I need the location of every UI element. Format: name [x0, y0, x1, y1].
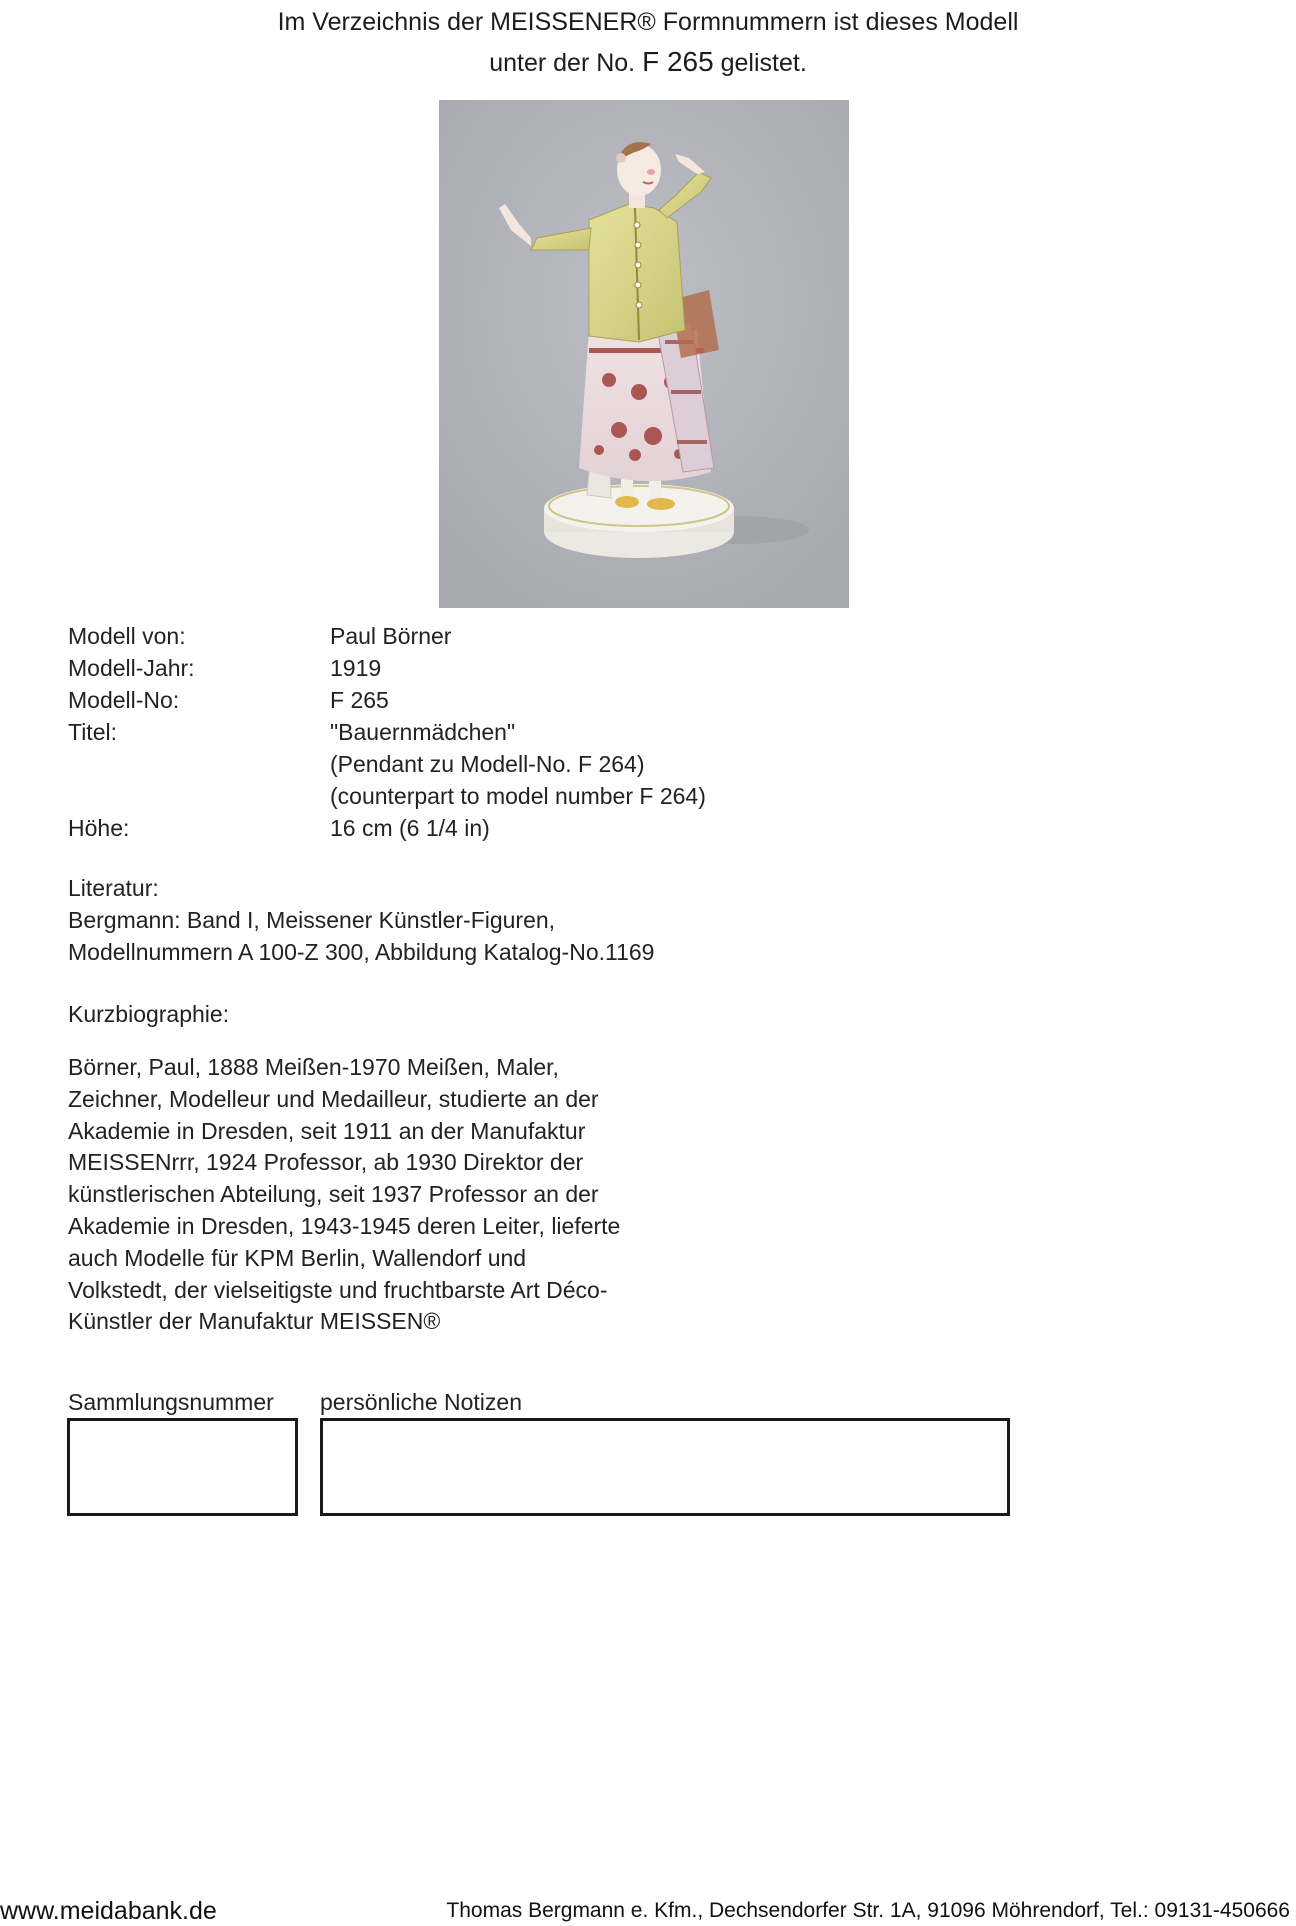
- footer-website[interactable]: www.meidabank.de: [0, 1897, 217, 1925]
- detail-value: F 265: [330, 687, 389, 713]
- detail-label: Höhe:: [68, 815, 130, 841]
- detail-value: (counterpart to model number F 264): [330, 783, 706, 809]
- detail-row-title-counterpart: [68, 780, 706, 812]
- personal-notes-field[interactable]: [320, 1418, 1010, 1516]
- literature-line-2: Modellnummern A 100-Z 300, Abbildung Katalog-No.1169: [68, 939, 655, 965]
- model-number: F 265: [642, 46, 714, 77]
- detail-value: Paul Börner: [330, 623, 452, 649]
- biography-text: [68, 1052, 668, 1338]
- detail-row-model-year: [68, 652, 706, 684]
- detail-label: Modell von:: [68, 623, 186, 649]
- bio-line: Akademie in Dresden, seit 1911 an der Manufaktur: [68, 1117, 586, 1144]
- bio-line: Volkstedt, der vielseitigste und fruchtbarste Art Déco-: [68, 1276, 608, 1303]
- detail-row-model-no: [68, 684, 706, 716]
- detail-row-height: [68, 812, 706, 844]
- detail-row-title-pendant: [68, 748, 706, 780]
- bio-line: Börner, Paul, 1888 Meißen-1970 Meißen, Maler,: [68, 1054, 559, 1080]
- detail-row-model-by: [68, 620, 706, 652]
- figurine-photo: [439, 100, 849, 608]
- footer-contact: Thomas Bergmann e. Kfm., Dechsendorfer Str. 1A, 91096 Möhrendorf, Tel.: 09131-450666: [446, 1899, 1290, 1922]
- detail-label: Modell-Jahr:: [68, 655, 195, 681]
- bio-line: Künstler der Manufaktur MEISSEN®: [68, 1308, 441, 1335]
- header-line-2-suffix: gelistet.: [713, 49, 807, 77]
- header: [0, 2, 1296, 83]
- collection-number-label: Sammlungsnummer: [68, 1389, 274, 1415]
- biography-title: Kurzbiographie:: [68, 1001, 230, 1027]
- detail-label: [68, 780, 330, 812]
- bio-line: MEISSENrrr, 1924 Professor, ab 1930 Direktor der: [68, 1149, 584, 1176]
- collection-number-field[interactable]: [67, 1418, 298, 1516]
- detail-value: 1919: [330, 655, 382, 681]
- detail-value: 16 cm (6 1/4 in): [330, 815, 490, 841]
- literature-section: [68, 872, 654, 968]
- detail-label: [68, 748, 330, 780]
- detail-row-title: [68, 716, 706, 748]
- detail-value: (Pendant zu Modell-No. F 264): [330, 751, 645, 777]
- bio-line: auch Modelle für KPM Berlin, Wallendorf und: [68, 1244, 527, 1271]
- literature-line-1: Bergmann: Band I, Meissener Künstler-Figuren,: [68, 907, 556, 933]
- header-line-2-prefix: unter der No.: [489, 49, 643, 77]
- header-line-2: [0, 42, 1296, 83]
- detail-value: "Bauernmädchen": [330, 719, 516, 745]
- header-line-1: Im Verzeichnis der MEISSENER® Formnummern ist dieses Modell: [277, 8, 1019, 36]
- bio-line: Zeichner, Modelleur und Medailleur, studierte an der: [68, 1085, 599, 1112]
- bio-line: Akademie in Dresden, 1943-1945 deren Leiter, lieferte: [68, 1212, 621, 1239]
- personal-notes-label: persönliche Notizen: [320, 1389, 523, 1415]
- literature-title: Literatur:: [68, 875, 159, 901]
- figurine-illustration: [439, 100, 849, 608]
- detail-label: Titel:: [68, 719, 117, 745]
- model-details: [68, 620, 706, 844]
- detail-label: Modell-No:: [68, 687, 180, 713]
- bio-line: künstlerischen Abteilung, seit 1937 Professor an der: [68, 1181, 599, 1208]
